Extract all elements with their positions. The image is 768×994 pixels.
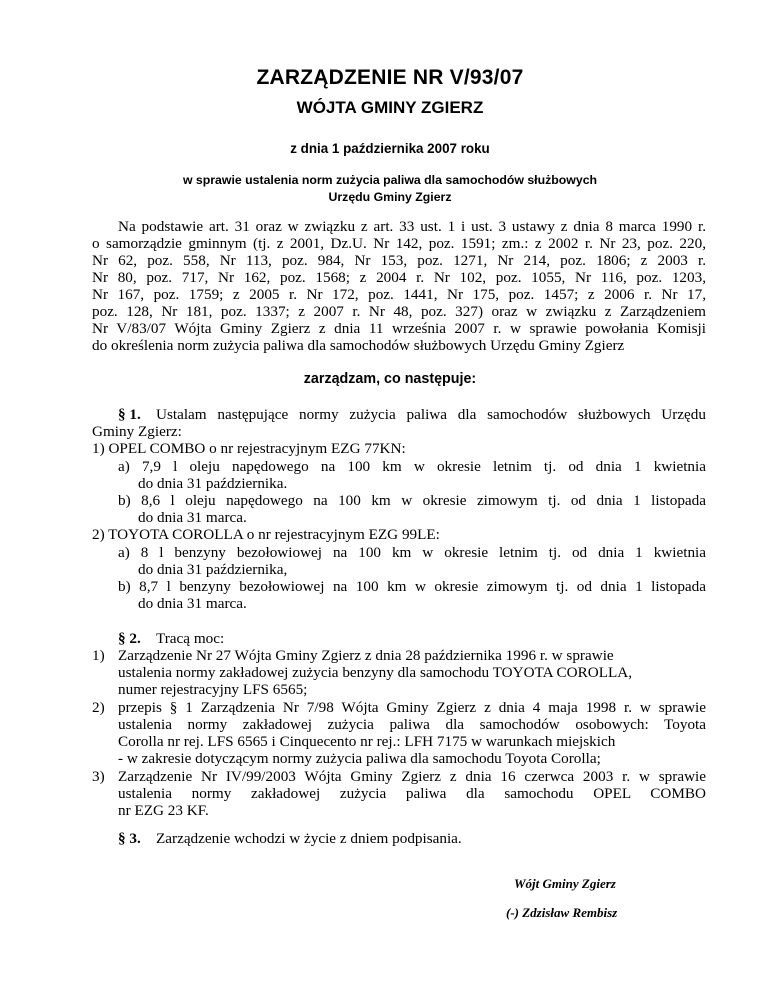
subject-line-2: Urzędu Gminy Zgierz (328, 190, 452, 204)
section-1-subitem: b) 8,6 l oleju napędowego na 100 km w okresie zimowym tj. od dnia 1 listopada (118, 492, 706, 509)
section-2-item-line: ustalenia normy zakładowej zużycia paliwa dla samochodu OPEL COMBO (118, 785, 706, 802)
section-1-subitem: do dnia 31 października, (138, 561, 288, 578)
section-1-item: 2) TOYOTA COROLLA o nr rejestracyjnym EZG 99LE: (92, 526, 440, 543)
section-2-mark: § 2. (118, 630, 141, 647)
section-1-line: Gminy Zgierz: (92, 423, 182, 440)
section-2-item-line: przepis § 1 Zarządzenia Nr 7/98 Wójta Gminy Zgierz z dnia 4 maja 1998 r. w sprawie (118, 699, 706, 716)
section-1-subitem: do dnia 31 marca. (138, 509, 247, 526)
document-date: z dnia 1 października 2007 roku (290, 141, 490, 156)
section-2-item-line: ustalenia normy zakładowej zużycia paliwa dla samochodów osobowych: Toyota (118, 716, 706, 733)
section-3-mark: § 3. (118, 830, 141, 847)
section-2-item-number: 1) (92, 647, 105, 664)
section-1-subitem: a) 8 l benzyny bezołowiowej na 100 km w okresie letnim tj. od dnia 1 kwietnia (118, 544, 706, 561)
section-2-item-line: Zarządzenie Nr 27 Wójta Gminy Zgierz z dnia 28 października 1996 r. w sprawie (118, 647, 614, 664)
section-2-item-number: 3) (92, 768, 105, 785)
section-2-item-line: Zarządzenie Nr IV/99/2003 Wójta Gminy Zgierz z dnia 16 czerwca 2003 r. w sprawie (118, 768, 706, 785)
preamble-line: o samorządzie gminnym (tj. z 2001, Dz.U. Nr 142, poz. 1591; zm.: z 2002 r. Nr 23, poz. 220, (92, 235, 706, 252)
section-2-item-line: Corolla nr rej. LFS 6565 i Cinquecento nr rej.: LFH 7175 w warunkach miejskich (118, 733, 616, 750)
document-subtitle: WÓJTA GMINY ZGIERZ (296, 98, 484, 117)
section-2-item-line: ustalenia normy zakładowej zużycia benzyny dla samochodu TOYOTA COROLLA, (118, 664, 633, 681)
preamble-line: Na podstawie art. 31 oraz w związku z art. 33 ust. 1 i ust. 3 ustawy z dnia 8 marca 1990 r. (118, 218, 706, 235)
subject-line-1: w sprawie ustalenia norm zużycia paliwa dla samochodów służbowych (182, 173, 598, 187)
signature-title: Wójt Gminy Zgierz (514, 876, 616, 891)
section-2-text: Tracą moc: (156, 630, 225, 647)
preamble-line: do określenia norm zużycia paliwa dla samochodów służbowych Urzędu Gminy Zgierz (92, 337, 625, 354)
document-title: ZARZĄDZENIE NR V/93/07 (256, 66, 524, 89)
preamble-line: poz. 128, Nr 181, poz. 1337; z 2007 r. Nr 48, poz. 327) oraz w związku z Zarządzeniem (92, 303, 706, 320)
section-2-item-number: 2) (92, 699, 105, 716)
section-2-item-line: nr EZG 23 KF. (118, 802, 209, 819)
section-1-mark: § 1. (118, 406, 141, 423)
preamble-line: Nr 80, poz. 717, Nr 162, poz. 1568; z 2004 r. Nr 102, poz. 1055, Nr 116, poz. 1203, (92, 269, 706, 286)
section-2-item-line: - w zakresie dotyczącym normy zużycia paliwa dla samochodu Toyota Corolla; (118, 750, 601, 767)
section-1-line: Ustalam następujące normy zużycia paliwa dla samochodów służbowych Urzędu (156, 406, 706, 423)
ordering-clause: zarządzam, co następuje: (303, 371, 477, 387)
section-3-text: Zarządzenie wchodzi w życie z dniem podpisania. (156, 830, 462, 847)
section-2-item-line: numer rejestracyjny LFS 6565; (118, 681, 308, 698)
preamble-line: Nr 167, poz. 1759; z 2005 r. Nr 172, poz. 1441, Nr 175, poz. 1457; z 2006 r. Nr 17, (92, 286, 706, 303)
section-1-item: 1) OPEL COMBO o nr rejestracyjnym EZG 77KN: (92, 440, 406, 457)
section-1-subitem: b) 8,7 l benzyny bezołowiowej na 100 km w okresie zimowym tj. od dnia 1 listopada (118, 578, 706, 595)
signature-name: (-) Zdzisław Rembisz (506, 905, 618, 920)
preamble-line: Nr 62, poz. 558, Nr 113, poz. 984, Nr 153, poz. 1271, Nr 214, poz. 1806; z 2003 r. (92, 252, 706, 269)
preamble-line: Nr V/83/07 Wójta Gminy Zgierz z dnia 11 września 2007 r. w sprawie powołania Komisji (92, 320, 706, 337)
section-1-subitem: a) 7,9 l oleju napędowego na 100 km w okresie letnim tj. od dnia 1 kwietnia (118, 458, 706, 475)
section-1-subitem: do dnia 31 października. (138, 475, 288, 492)
section-1-subitem: do dnia 31 marca. (138, 595, 247, 612)
